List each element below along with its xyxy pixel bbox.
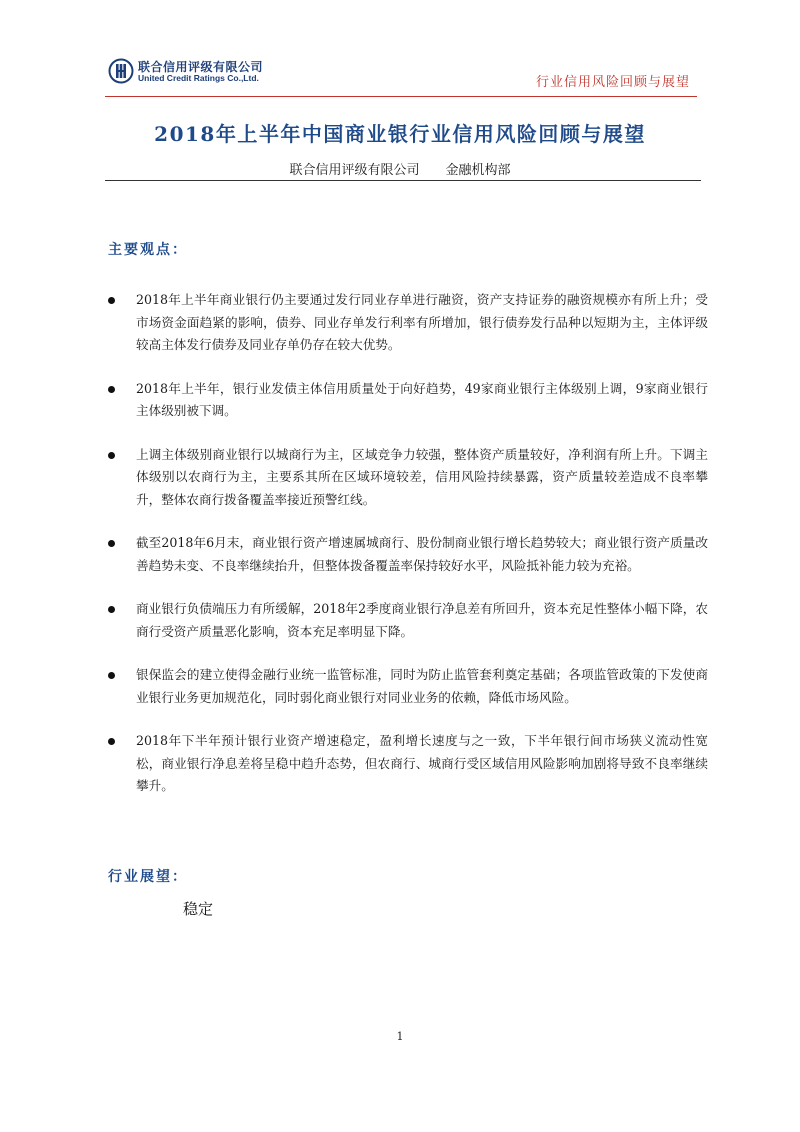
main-views-heading: 主要观点：: [108, 242, 188, 258]
logo-english-name: United Credit Ratings Co.,Ltd.: [138, 73, 259, 83]
main-views-list: [108, 289, 708, 798]
author-department: 金融机构部: [445, 163, 511, 178]
list-item: [108, 532, 708, 577]
bullet-icon: [108, 386, 115, 393]
title-divider: [105, 180, 701, 181]
list-item-text: 2018年上半年，银行业发债主体信用质量处于向好趋势，49家商业银行主体级别上调，9家商业银行主体级别被下调。: [136, 380, 708, 418]
document-byline: [0, 159, 800, 178]
list-item-text: 上调主体级别商业银行以城商行为主，区域竞争力较强，整体资产质量较好，净利润有所上升。下调主体级别以农商行为主，主要系其所在区域环境较差，信用风险持续暴露，资产质量较差造成不良率攀升，整体农商行拨备覆盖率接近预警红线。: [136, 446, 708, 507]
industry-outlook-heading: 行业展望：: [108, 869, 188, 885]
list-item-text: 商业银行负债端压力有所缓解，2018年2季度商业银行净息差有所回升，资本充足性整体小幅下降，农商行受资产质量恶化影响，资本充足率明显下降。: [136, 601, 708, 639]
author-organization: 联合信用评级有限公司: [289, 163, 420, 178]
bullet-icon: [108, 672, 115, 679]
list-item: [108, 378, 708, 423]
list-item-text: 银保监会的建立使得金融行业统一监管标准，同时为防止监管套利奠定基础；各项监管政策的下发使商业银行业务更加规范化，同时弱化商业银行对同业业务的依赖，降低市场风险。: [136, 667, 708, 705]
document-title: 2018年上半年中国商业银行业信用风险回顾与展望: [154, 122, 646, 146]
list-item-text: 2018年上半年商业银行仍主要通过发行同业存单进行融资，资产支持证券的融资规模亦有所上升；受市场资金面趋紧的影响，债券、同业存单发行利率有所增加，银行债券发行品种以短期为主，主体评级较高主体发行债券及同业存单仍存在较大优势。: [136, 292, 708, 352]
report-type-tag: 行业信用风险回顾与展望: [535, 75, 690, 90]
list-item: [108, 664, 708, 709]
company-logo: [108, 58, 278, 88]
list-item: [108, 289, 708, 357]
header-divider: [105, 96, 697, 97]
industry-outlook-value: 稳定: [183, 900, 214, 918]
list-item: [108, 730, 708, 798]
page-header: [0, 0, 800, 110]
page-number: 1: [396, 1030, 404, 1043]
list-item: [108, 598, 708, 643]
bullet-icon: [108, 297, 115, 304]
list-item-text: 2018年下半年预计银行业资产增速稳定，盈利增长速度与之一致，下半年银行间市场狭义流动性宽松，商业银行净息差将呈稳中趋升态势，但农商行、城商行受区域信用风险影响加剧将导致不良率继续攀升。: [136, 733, 708, 793]
united-credit-logo-icon: [108, 58, 134, 84]
bullet-icon: [108, 606, 115, 613]
bullet-icon: [108, 738, 115, 745]
list-item: [108, 444, 708, 512]
logo-chinese-name: 联合信用评级有限公司: [138, 60, 264, 74]
bullet-icon: [108, 540, 115, 547]
bullet-icon: [108, 452, 115, 459]
list-item-text: 截至2018年6月末，商业银行资产增速属城商行、股份制商业银行增长趋势较大；商业银行资产质量改善趋势未变、不良率继续抬升，但整体拨备覆盖率保持较好水平，风险抵补能力较为充裕。: [136, 535, 708, 573]
